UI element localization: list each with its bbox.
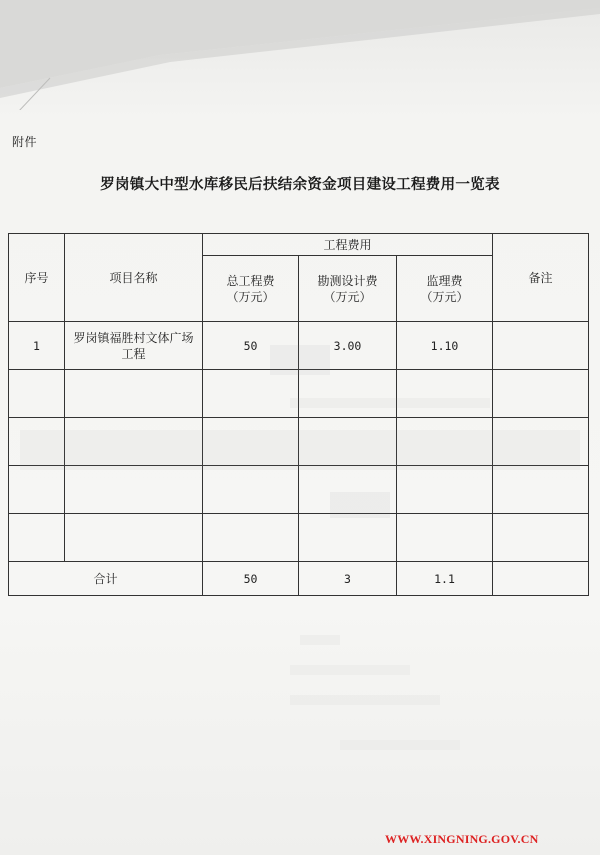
empty-cell (493, 514, 589, 562)
empty-cell (299, 418, 397, 466)
header-cost-group: 工程费用 (203, 234, 493, 256)
empty-cell (203, 466, 299, 514)
table-row-empty (9, 466, 589, 514)
empty-cell (9, 370, 65, 418)
empty-cell (9, 514, 65, 562)
table-total-row (9, 562, 589, 596)
cell-survey-design: 3.00 (299, 322, 397, 370)
empty-cell (493, 370, 589, 418)
header-project-name: 项目名称 (65, 234, 203, 322)
empty-cell (397, 370, 493, 418)
empty-cell (9, 418, 65, 466)
header-survey-design-label: 勘测设计费 (317, 273, 378, 288)
empty-cell (493, 418, 589, 466)
header-survey-design (299, 256, 397, 322)
empty-cell (65, 514, 203, 562)
survey-design-sum: 3 (299, 562, 397, 596)
empty-cell (493, 466, 589, 514)
table-row (9, 322, 589, 370)
empty-cell (203, 514, 299, 562)
cell-total-cost: 50 (203, 322, 299, 370)
header-supervision (397, 256, 493, 322)
cost-table (8, 233, 589, 596)
header-remarks: 备注 (493, 234, 589, 322)
header-supervision-unit: （万元） (420, 289, 469, 304)
header-index: 序号 (9, 234, 65, 322)
header-total-cost-unit: （万元） (226, 289, 275, 304)
empty-cell (299, 370, 397, 418)
empty-cell (65, 418, 203, 466)
empty-cell (203, 370, 299, 418)
empty-cell (299, 514, 397, 562)
cell-remarks (493, 322, 589, 370)
watermark-url: WWW.XINGNING.GOV.CN (385, 832, 539, 846)
supervision-sum: 1.1 (397, 562, 493, 596)
empty-cell (9, 466, 65, 514)
total-cost-sum: 50 (203, 562, 299, 596)
cell-index: 1 (9, 322, 65, 370)
table-row-empty (9, 370, 589, 418)
empty-cell (65, 466, 203, 514)
header-total-cost-label: 总工程费 (226, 273, 275, 288)
empty-cell (299, 466, 397, 514)
empty-cell (65, 370, 203, 418)
empty-cell (397, 418, 493, 466)
header-survey-design-unit: （万元） (323, 289, 372, 304)
empty-cell (203, 418, 299, 466)
table-row-empty (9, 514, 589, 562)
attachment-label: 附件 (12, 135, 38, 149)
folded-corner-shadow (0, 0, 600, 110)
total-label: 合计 (9, 562, 203, 596)
total-remarks (493, 562, 589, 596)
document-title: 罗岗镇大中型水库移民后扶结余资金项目建设工程费用一览表 (100, 176, 500, 193)
empty-cell (397, 466, 493, 514)
table-header-row-1 (9, 234, 589, 256)
table-row-empty (9, 418, 589, 466)
cell-project-name: 罗岗镇福胜村文体广场工程 (65, 322, 203, 370)
header-total-cost (203, 256, 299, 322)
cell-supervision: 1.10 (397, 322, 493, 370)
empty-cell (397, 514, 493, 562)
header-supervision-label: 监理费 (426, 273, 463, 288)
